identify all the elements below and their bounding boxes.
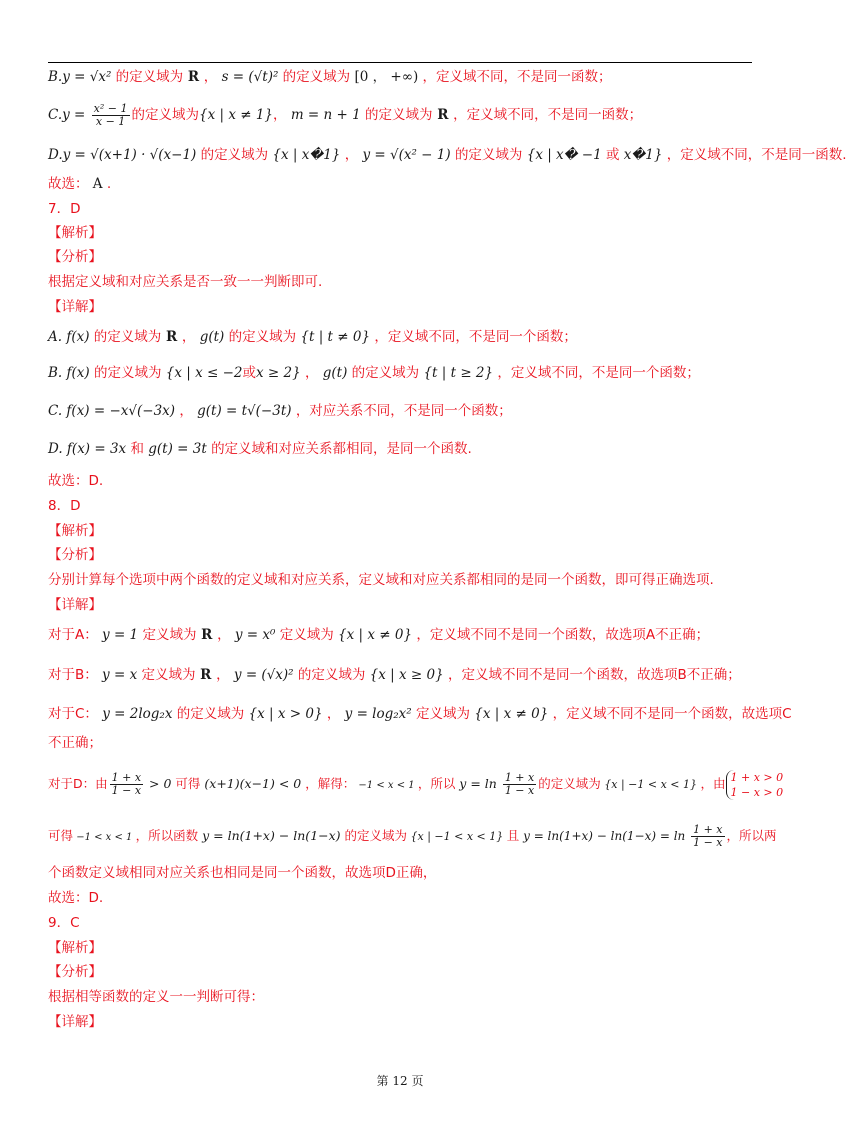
- detail-line-d: [48, 438, 752, 460]
- fraction-denominator: x − 1: [95, 114, 126, 128]
- math-expr: R: [196, 627, 218, 643]
- detail-line-a: [48, 624, 752, 646]
- math-expr: {x | x�1}: [268, 147, 345, 163]
- text: 的定义域和对应关系都相同，是同一个函数.: [211, 441, 472, 457]
- math-expr: y = ln(1+x) − ln(1−x): [198, 828, 345, 843]
- section-heading: 【分析】: [48, 964, 102, 980]
- text: 定义域为: [279, 627, 334, 643]
- math-expr: y = log₂x²: [340, 706, 416, 722]
- section-heading: 【详解】: [48, 1014, 102, 1030]
- fraction: [503, 772, 536, 797]
- text: 和: [130, 441, 144, 457]
- solution-line-d: [48, 144, 847, 166]
- text: 的定义域为: [365, 107, 433, 123]
- section-heading: 【详解】: [48, 299, 102, 315]
- page-number: 第 12 页: [376, 1074, 424, 1088]
- math-expr: −1 < x < 1: [73, 832, 136, 843]
- text: 定义域为: [142, 627, 197, 643]
- math-expr: y = 1: [97, 627, 143, 643]
- text: ，: [304, 365, 319, 381]
- answer-line: [48, 173, 752, 195]
- math-expr: g(t) = t√(−3t): [192, 403, 296, 419]
- math-expr: y = x⁰: [230, 627, 280, 643]
- math-expr: R: [195, 667, 217, 683]
- math-expr: R: [161, 329, 182, 345]
- detail-line-c: [48, 400, 752, 422]
- text: ，定义域不同不是同一个函数，故选项B不正确；: [447, 667, 741, 683]
- text: ，: [217, 627, 231, 643]
- answer-line: 故选：D.: [48, 890, 104, 906]
- math-expr: B. f(x): [48, 365, 94, 381]
- text: ，: [326, 706, 341, 722]
- math-expr: C.y =: [48, 107, 90, 123]
- math-expr: {t | t ≥ 2}: [419, 365, 498, 381]
- header-rule: [48, 62, 752, 63]
- solution-line-c: [48, 100, 752, 130]
- math-expr: y = ln: [455, 776, 501, 791]
- math-expr: s = (√t)²: [217, 69, 283, 85]
- fraction-denominator: 1 − x: [111, 784, 142, 797]
- text: 对于A：: [48, 627, 98, 643]
- text: 对于D：由: [48, 776, 108, 791]
- text: ，定义域不同不是同一个函数，故选项C: [552, 706, 792, 722]
- fraction-numerator: x² − 1: [93, 101, 128, 115]
- text: ，定义域不同，不是同一函数；: [453, 107, 643, 123]
- math-expr: C. f(x) = −x√(−3x): [48, 403, 180, 419]
- math-expr: {x | x ≥ 0}: [365, 667, 448, 683]
- math-expr: g(t) = 3t: [143, 441, 212, 457]
- math-expr: y = x: [97, 667, 142, 683]
- math-expr: g(t): [195, 329, 229, 345]
- fraction-denominator: 1 − x: [693, 836, 723, 849]
- analysis-text: 分别计算每个选项中两个函数的定义域和对应关系，定义域和对应关系都相同的是同一个函数，即可得正确选项.: [48, 572, 714, 588]
- math-expr: {x | x ≠ 0}: [470, 706, 553, 722]
- text: ，: [273, 107, 287, 123]
- text: 定义域为: [141, 667, 196, 683]
- question-number: 7．D: [48, 201, 81, 217]
- detail-line-b: [48, 362, 752, 384]
- text: 可得: [175, 776, 201, 791]
- text: 的定义域为: [228, 329, 297, 345]
- detail-line-d-cont: 个函数定义域相同对应关系也相同是同一个函数，故选项D正确，: [48, 865, 437, 881]
- math-expr: D.y = √(x+1) · √(x−1): [48, 147, 201, 163]
- answer-line: 故选：D.: [48, 473, 104, 489]
- fraction: [92, 103, 130, 128]
- analysis-text: 根据相等函数的定义一一判断可得：: [48, 989, 264, 1005]
- fraction-denominator: 1 − x: [504, 784, 535, 797]
- fraction: [110, 772, 143, 797]
- text: 的定义域为: [93, 365, 162, 381]
- section-heading: 【解析】: [48, 225, 102, 241]
- analysis-text: 根据定义域和对应关系是否一致一一判断即可.: [48, 274, 323, 290]
- math-expr: {x | x ≠ 1}: [199, 107, 274, 123]
- math-expr: {x | −1 < x < 1}: [600, 778, 701, 791]
- math-expr: > 0: [145, 776, 176, 791]
- text: 对于C：: [48, 706, 98, 722]
- math-expr: B.y = √x²: [48, 69, 116, 85]
- math-expr: x�1}: [619, 147, 667, 163]
- text: 且: [506, 828, 520, 843]
- math-expr: (x+1)(x−1) < 0: [200, 776, 306, 791]
- text: ，: [344, 147, 359, 163]
- math-expr: {x | x� −1: [522, 147, 607, 163]
- math-expr: y = (√x)²: [229, 667, 298, 683]
- text: 的定义域为: [200, 147, 269, 163]
- section-heading: 【解析】: [48, 523, 102, 539]
- math-expr: y = 2log₂x: [97, 706, 177, 722]
- text: ，由: [700, 776, 726, 791]
- text: 的定义域为: [454, 147, 523, 163]
- fraction-numerator: 1 + x: [693, 823, 723, 836]
- text: 的定义域为: [344, 828, 408, 843]
- solution-line-b: [48, 66, 752, 88]
- math-expr: A. f(x): [48, 329, 94, 345]
- math-expr: R: [432, 107, 454, 123]
- section-heading: 【详解】: [48, 597, 102, 613]
- text: 的定义域为: [297, 667, 366, 683]
- text: ，: [179, 403, 193, 419]
- text: ，定义域不同，不是同一函数；: [422, 69, 612, 85]
- math-expr: y = ln(1+x) − ln(1−x) = ln: [519, 829, 690, 843]
- text: 故选：: [48, 176, 89, 192]
- text: ，定义域不同，不是同一函数.: [666, 147, 847, 163]
- text: ，定义域不同，不是同一个函数；: [497, 365, 700, 381]
- math-expr: x ≥ 2}: [256, 365, 305, 381]
- detail-line-d: [48, 766, 784, 804]
- question-number: 8．D: [48, 498, 81, 514]
- text: ，所以两: [726, 828, 777, 843]
- text: ，所以函数: [135, 828, 199, 843]
- math-expr: R: [183, 69, 204, 85]
- fraction-numerator: 1 + x: [504, 771, 535, 784]
- question-number: 9．C: [48, 915, 80, 931]
- inequality: 1 + x > 0: [730, 770, 784, 784]
- text: 的定义域为: [538, 776, 601, 791]
- math-expr: {x | x ≤ −2: [161, 365, 243, 381]
- inequality: 1 − x > 0: [730, 785, 784, 799]
- text: ，定义域不同，不是同一个函数；: [374, 329, 577, 345]
- text: ，定义域不同不是同一个函数，故选项A不正确；: [416, 627, 710, 643]
- section-heading: 【解析】: [48, 940, 102, 956]
- fraction: [691, 824, 724, 849]
- text: ，所以: [417, 776, 456, 791]
- text: 或: [606, 147, 620, 163]
- text: 的定义域为: [115, 69, 184, 85]
- text: ，: [216, 667, 230, 683]
- math-expr: [0 ， +∞): [350, 69, 423, 85]
- text: 的定义域为: [282, 69, 351, 85]
- math-expr: A: [88, 176, 107, 192]
- detail-line-d-cont: [48, 818, 777, 856]
- math-expr: m = n + 1: [286, 107, 365, 123]
- text: 的定义域为: [351, 365, 420, 381]
- text: ，: [203, 69, 218, 85]
- math-expr: D. f(x) = 3x: [48, 441, 131, 457]
- text: 的定义域为: [131, 107, 199, 123]
- math-expr: −1 < x < 1: [355, 780, 418, 791]
- section-heading: 【分析】: [48, 547, 102, 563]
- text: 的定义域为: [93, 329, 162, 345]
- text: ，解得：: [305, 776, 356, 791]
- inequality-system: [726, 770, 784, 800]
- text: .: [106, 176, 112, 192]
- detail-line-a: [48, 326, 752, 348]
- text: 或: [242, 365, 256, 381]
- text: 的定义域为: [176, 706, 245, 722]
- fraction-numerator: 1 + x: [111, 771, 142, 784]
- text: 可得: [48, 828, 74, 843]
- math-expr: {x | x > 0}: [244, 706, 327, 722]
- math-expr: {t | t ≠ 0}: [296, 329, 375, 345]
- detail-line-c: [48, 703, 792, 725]
- text: ，对应关系不同，不是同一个函数；: [295, 403, 512, 419]
- detail-line-b: [48, 664, 752, 686]
- text: 对于B：: [48, 667, 98, 683]
- detail-line-c-cont: 不正确；: [48, 735, 102, 751]
- math-expr: y = √(x² − 1): [358, 147, 455, 163]
- section-heading: 【分析】: [48, 249, 102, 265]
- math-expr: {x | x ≠ 0}: [333, 627, 417, 643]
- text: 定义域为: [416, 706, 470, 722]
- math-expr: g(t): [318, 365, 352, 381]
- math-expr: {x | −1 < x < 1}: [407, 830, 507, 843]
- text: ，: [181, 329, 196, 345]
